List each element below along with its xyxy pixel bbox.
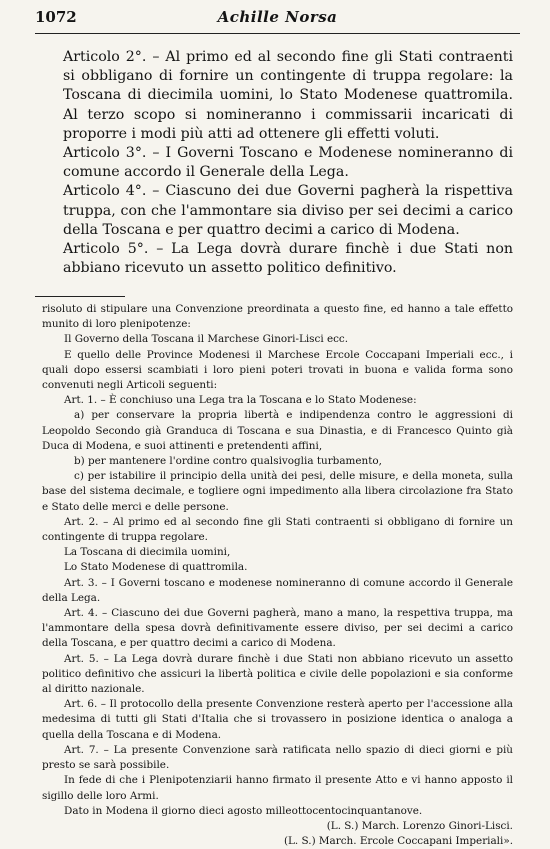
footnote-line: Il Governo della Toscana il Marchese Ginori-Lisci ecc. (64, 333, 349, 346)
footnote-clause-b: b) per mantenere l'ordine contro qualsivoglia turbamento, (74, 455, 382, 468)
footnote-art-2: Art. 2. – Al primo ed al secondo fine gli Stati contraenti si obbligano di fornire un contingente di truppa regolare. (42, 515, 513, 544)
page-number: 1072 (35, 8, 77, 26)
footnote-line: E quello delle Province Modenesi il Marchese Ercole Coccapani Imperiali ecc., i quali dopo essersi scambiati i loro pieni poteri trovati in buona e valida forma sono convenuti negli Articoli seguenti: (42, 348, 513, 392)
header-rule (35, 33, 520, 34)
page-header (35, 8, 520, 30)
article-3: Articolo 3°. – I Governi Toscano e Modenese nomineranno di comune accordo il Generale della Lega. (63, 145, 513, 181)
footnote-art-7: Art. 7. – La presente Convenzione sarà ratificata nello spazio di dieci giorni e più presto se sarà possibile. (42, 743, 513, 772)
footnote-rule (35, 296, 125, 297)
footnote-line: Lo Stato Modenese di quattromila. (64, 561, 248, 574)
main-text (63, 48, 513, 278)
footnote-art-4: Art. 4. – Ciascuno dei due Governi pagherà, mano a mano, la respettiva truppa, ma l'ammontare della spesa dovrà definitivamente essere diviso, per sei decimi a carico della Toscana, e per quattro decimi a carico di Modena. (42, 607, 513, 650)
article-5: Articolo 5°. – La Lega dovrà durare finchè i due Stati non abbiano ricevuto un assetto politico definitivo. (63, 241, 513, 277)
footnote-art-1: Art. 1. – È conchiuso una Lega tra la Toscana e lo Stato Modenese: (64, 394, 417, 407)
footnote-date: Dato in Modena il giorno dieci agosto milleottocentocinquantanove. (64, 804, 423, 817)
signature-ginori: (L. S.) March. Lorenzo Ginori-Lisci. (326, 819, 513, 832)
footnote (42, 302, 513, 849)
article-2: Articolo 2°. – Al primo ed al secondo fine gli Stati contraenti si obbligano di fornire un contingente di truppa regolare: la Toscana di diecimila uomini, lo Stato Modenese quattromila. Al terzo scopo si nomineranno i commissarii incaricati di proporre i modi più atti ad ottenere gli effetti voluti. (63, 49, 513, 142)
footnote-art-6: Art. 6. – Il protocollo della presente Convenzione resterà aperto per l'accessione alla medesima di tutti gli Stati d'Italia che si trovassero in posizione identica o analoga a quella della Toscana e di Modena. (42, 698, 513, 741)
footnote-line: La Toscana di diecimila uomini, (64, 546, 231, 559)
footnote-art-5: Art. 5. – La Lega dovrà durare finchè i due Stati non abbiano ricevuto un assetto politico definitivo che assicuri la libertà politica e civile delle popolazioni e sia conforme al diritto nazionale. (42, 652, 513, 696)
article-4: Articolo 4°. – Ciascuno dei due Governi pagherà la rispettiva truppa, con che l'ammontare sia diviso per sei decimi a carico della Toscana e per quattro decimi a carico di Modena. (63, 183, 513, 238)
signature-coccapani: (L. S.) March. Ercole Coccapani Imperiali». (283, 835, 513, 848)
footnote-line: In fede di che i Plenipotenziarii hanno firmato il presente Atto e vi hanno apposto il sigillo delle loro Armi. (42, 774, 513, 802)
footnote-art-3: Art. 3. – I Governi toscano e modenese nomineranno di comune accordo il Generale della Lega. (42, 576, 513, 604)
footnote-intro: risoluto di stipulare una Convenzione preordinata a questo fine, ed hanno a tale effetto munito di loro plenipotenze: (42, 303, 513, 331)
running-title: Achille Norsa (217, 8, 338, 26)
footnote-clause-c: c) per istabilire il principio della unità dei pesi, delle misure, e della moneta, sulla base del sistema decimale, e togliere ogni impedimento alla libera circolazione fra Stato e Stato delle merci e delle persone. (42, 470, 513, 513)
footnote-clause-a: a) per conservare la propria libertà e indipendenza contro le aggressioni di Leopoldo Secondo già Granduca di Toscana e sua Dinastia, e di Francesco Quinto già Duca di Modena, e suoi attinenti e pretendenti affini, (42, 409, 513, 452)
